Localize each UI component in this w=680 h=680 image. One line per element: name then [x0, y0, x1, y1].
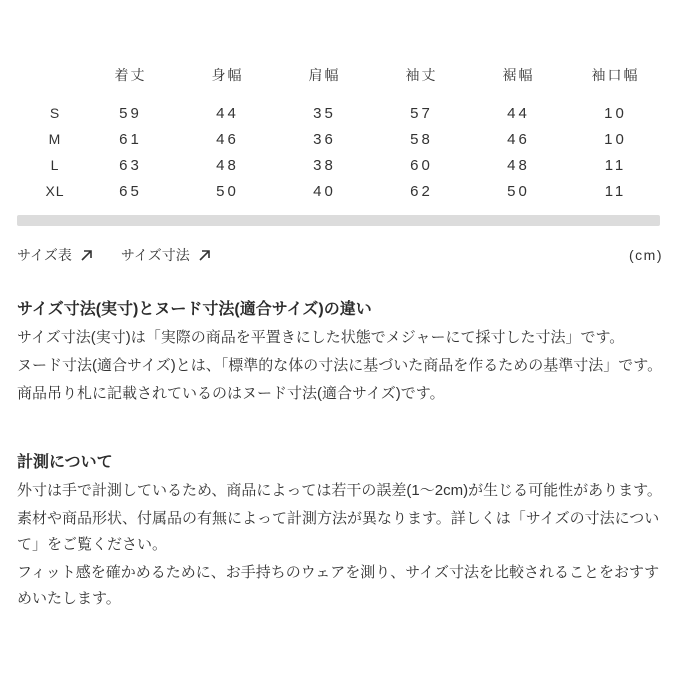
- external-link-arrow-icon: [198, 249, 211, 262]
- cell-value: 10: [604, 104, 627, 122]
- section-size-vs-nude: [17, 297, 667, 409]
- cell-value: 58: [410, 130, 433, 148]
- column-header-shoulder-width: 肩幅: [308, 67, 341, 83]
- cell-value: 10: [604, 130, 627, 148]
- column-header-hem-width: 裾幅: [502, 67, 535, 83]
- cell-value: 50: [507, 182, 530, 200]
- table-row-xl: [28, 178, 664, 204]
- column-header-cuff-width: 袖口幅: [591, 67, 640, 83]
- external-link-arrow-icon: [80, 249, 93, 262]
- cell-value: 60: [410, 156, 433, 174]
- cell-value: 57: [410, 104, 433, 122]
- cell-value: 50: [216, 182, 239, 200]
- section-paragraph: ヌード寸法(適合サイズ)とは、「標準的な体の寸法に基づいた商品を作るための基準寸法」です。: [17, 357, 663, 374]
- section-paragraph: 素材や商品形状、付属品の有無によって計測方法が異なります。詳しくは「サイズの寸法について」をご覧ください。: [17, 510, 660, 553]
- table-row-s: [28, 100, 664, 126]
- section-heading: サイズ寸法(実寸)とヌード寸法(適合サイズ)の違い: [17, 301, 372, 318]
- size-label: S: [49, 105, 61, 121]
- column-header-sleeve-length: 袖丈: [405, 67, 438, 83]
- cell-value: 36: [313, 130, 336, 148]
- cell-value: 59: [119, 104, 142, 122]
- section-paragraph: サイズ寸法(実寸)は「実際の商品を平置きにした状態でメジャーにて採寸した寸法」です。: [17, 329, 625, 346]
- size-label: M: [48, 131, 62, 147]
- size-measure-link-label: サイズ寸法: [120, 247, 190, 263]
- unit-label: (cm): [629, 247, 663, 263]
- cell-value: 38: [313, 156, 336, 174]
- section-heading: 計測について: [17, 454, 113, 471]
- cell-value: 44: [507, 104, 530, 122]
- column-header-length: 着丈: [114, 67, 147, 83]
- size-label: XL: [45, 183, 65, 199]
- cell-value: 35: [313, 104, 336, 122]
- cell-value: 46: [216, 130, 239, 148]
- cell-value: 48: [507, 156, 530, 174]
- cell-value: 65: [119, 182, 142, 200]
- table-horizontal-scrollbar[interactable]: [17, 215, 660, 226]
- cell-value: 40: [313, 182, 336, 200]
- section-paragraph: 外寸は手で計測しているため、商品によっては若干の誤差(1〜2cm)が生じる可能性があります。: [17, 482, 662, 499]
- cell-value: 11: [604, 182, 627, 200]
- size-label: L: [50, 157, 60, 173]
- cell-value: 44: [216, 104, 239, 122]
- cell-value: 11: [604, 156, 627, 174]
- cell-value: 61: [119, 130, 142, 148]
- size-links-row: [17, 245, 663, 265]
- cell-value: 62: [410, 182, 433, 200]
- size-chart-link-label: サイズ表: [17, 247, 72, 263]
- size-table-header-row: [28, 60, 664, 90]
- size-measure-link[interactable]: [121, 245, 211, 265]
- cell-value: 48: [216, 156, 239, 174]
- size-table: [28, 60, 664, 204]
- column-header-body-width: 身幅: [211, 67, 244, 83]
- table-row-l: [28, 152, 664, 178]
- cell-value: 63: [119, 156, 142, 174]
- size-chart-link[interactable]: [17, 245, 93, 265]
- table-row-m: [28, 126, 664, 152]
- section-paragraph: フィット感を確かめるために、お手持ちのウェアを測り、サイズ寸法を比較されることをおすすめいたします。: [17, 564, 660, 607]
- section-paragraph: 商品吊り札に記載されているのはヌード寸法(適合サイズ)です。: [17, 385, 445, 402]
- cell-value: 46: [507, 130, 530, 148]
- section-about-measurement: [17, 450, 667, 614]
